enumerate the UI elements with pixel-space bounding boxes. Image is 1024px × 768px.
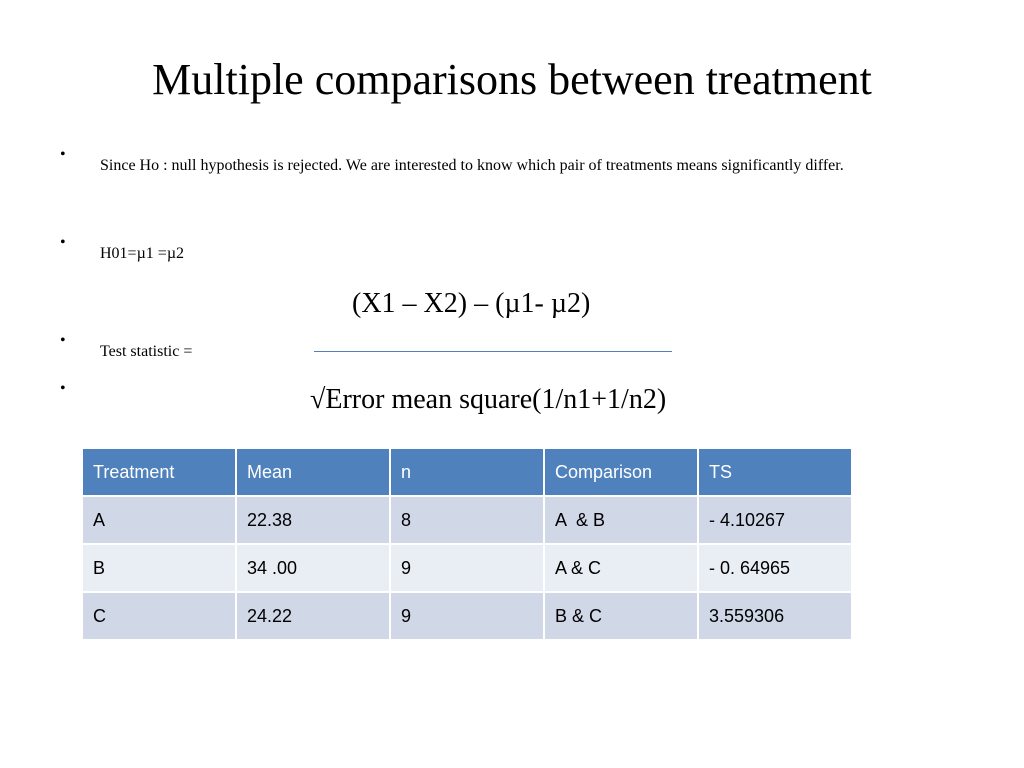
fraction-bar bbox=[314, 351, 672, 352]
cell-n: 9 bbox=[390, 592, 544, 640]
table-row bbox=[82, 496, 852, 544]
cell-treatment: B bbox=[82, 544, 236, 592]
bullet-dot: • bbox=[60, 234, 66, 251]
cell-ts: - 0. 64965 bbox=[698, 544, 852, 592]
formula-numerator: (X1 – X2) – (µ1- µ2) bbox=[352, 288, 591, 319]
cell-comparison: A & C bbox=[544, 544, 698, 592]
bullet-text: Test statistic = bbox=[100, 343, 193, 360]
header-treatment: Treatment bbox=[82, 448, 236, 496]
bullet-dot: • bbox=[60, 146, 66, 163]
table-row bbox=[82, 544, 852, 592]
cell-n: 9 bbox=[390, 544, 544, 592]
bullet-dot: • bbox=[60, 332, 66, 349]
header-n: n bbox=[390, 448, 544, 496]
comparison-table bbox=[81, 447, 853, 641]
cell-mean: 34 .00 bbox=[236, 544, 390, 592]
cell-mean: 22.38 bbox=[236, 496, 390, 544]
bullet-text: Since Ho : null hypothesis is rejected. We are interested to know which pair of treatments means significantly differ. bbox=[100, 157, 844, 174]
cell-ts: - 4.10267 bbox=[698, 496, 852, 544]
slide-title: Multiple comparisons between treatment bbox=[152, 55, 872, 104]
table-header-row bbox=[82, 448, 852, 496]
cell-treatment: C bbox=[82, 592, 236, 640]
cell-ts: 3.559306 bbox=[698, 592, 852, 640]
cell-comparison: B & C bbox=[544, 592, 698, 640]
header-ts: TS bbox=[698, 448, 852, 496]
table-row bbox=[82, 592, 852, 640]
formula-denominator: √Error mean square(1/n1+1/n2) bbox=[310, 384, 667, 415]
cell-mean: 24.22 bbox=[236, 592, 390, 640]
cell-n: 8 bbox=[390, 496, 544, 544]
header-mean: Mean bbox=[236, 448, 390, 496]
cell-comparison: A & B bbox=[544, 496, 698, 544]
header-comparison: Comparison bbox=[544, 448, 698, 496]
cell-treatment: A bbox=[82, 496, 236, 544]
bullet-text: H01=µ1 =µ2 bbox=[100, 245, 185, 262]
bullet-dot: • bbox=[60, 380, 66, 397]
